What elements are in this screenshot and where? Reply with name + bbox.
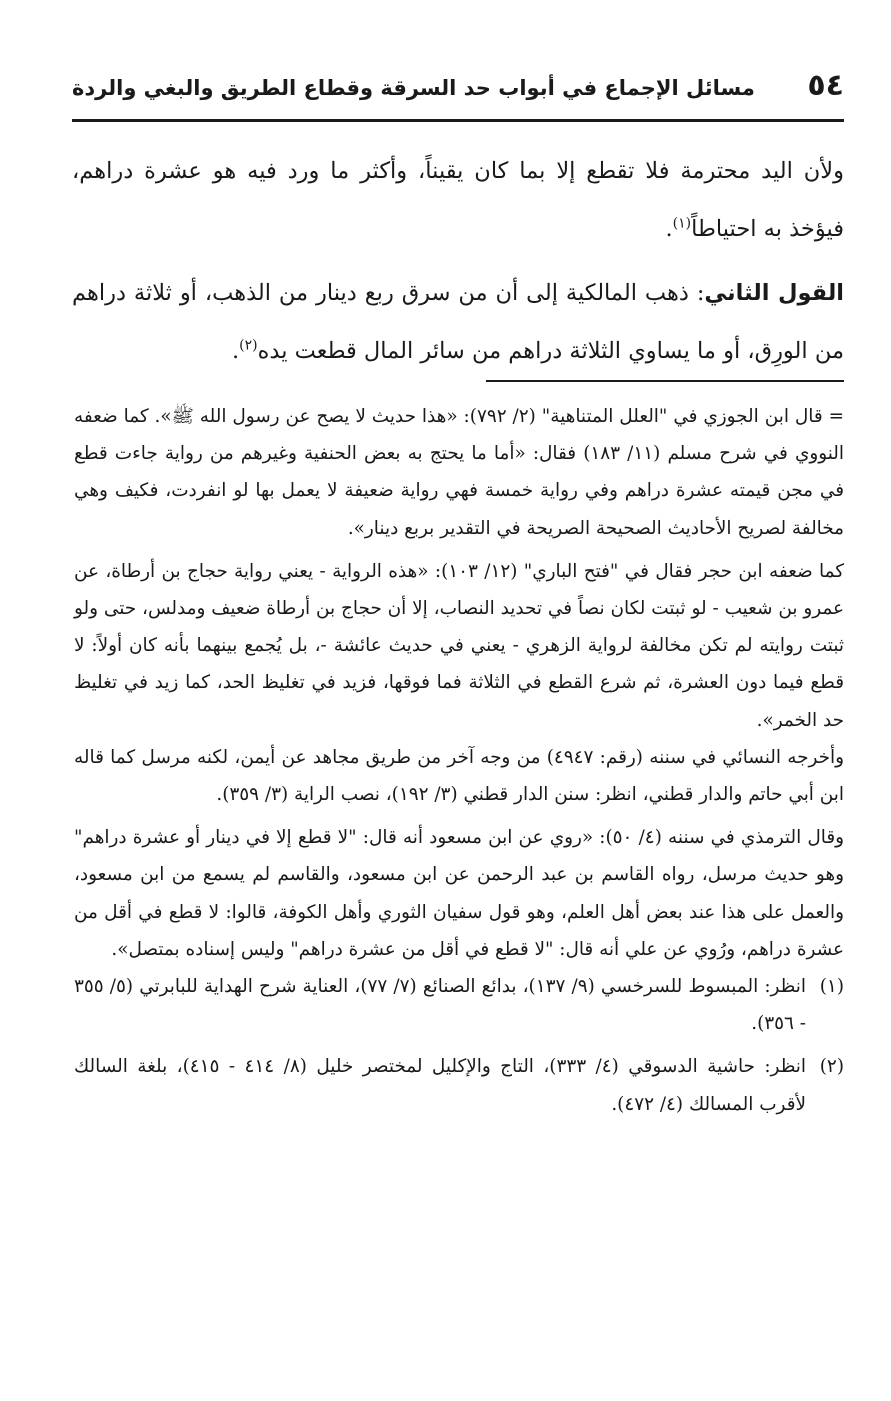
footnote-2-number: (٢)	[819, 1056, 844, 1078]
footnote-continuation-2: كما ضعفه ابن حجر فقال في "فتح الباري" (١٢/ ١٠٣): «هذه الرواية - يعني رواية حجاج بن أرطاة، عن عمرو بن شعيب - لو ثبتت لكان نصاً في تحديد النصاب، إلا أن حجاج بن أرطاة ضعيف ومدلس، حتى ولو ثبتت روايته لم تكن مخالفة لرواية الزهري - يعني في حديث عائشة -، بل يُجمع بينهما بأنه كان أولاً: لا قطع فيما دون العشرة، ثم شرع القطع في الثلاثة فما فوقها، فزيد في تغليظ الحد، كما زيد في تغليظ حد الخمر».	[74, 560, 844, 731]
page-number: ٥٤	[807, 68, 844, 103]
footnote-1	[74, 968, 844, 1042]
main-paragraph-2-end: .	[231, 338, 240, 364]
page-header	[72, 66, 844, 110]
main-text	[72, 142, 844, 380]
footnote-2-text: انظر: حاشية الدسوقي (٤/ ٣٣٣)، التاج والإكليل لمختصر خليل (٨/ ٤١٤ - ٤١٥)، بلغة السالك لأقرب المسالك (٤/ ٤٧٢).	[74, 1056, 807, 1115]
header-rule	[72, 119, 844, 122]
footnote-continuation-1: = قال ابن الجوزي في "العلل المتناهية" (٢/ ٧٩٢): «هذا حديث لا يصح عن رسول الله ﷺ». كما ضعفه النووي في شرح مسلم (١١/ ١٨٣) فقال: «أما ما يحتج به بعض الحنفية وغيرهم من رواية جاءت قطع في مجن قيمته عشرة دراهم وفي رواية خمسة فهي رواية ضعيفة لا يعمل بها لو انفردت، فكيف وهي مخالفة لصريح الأحاديث الصحيحة الصريحة في التقدير بربع دينار».	[74, 406, 844, 539]
footnote-ref-2: (٢)	[239, 337, 258, 354]
opinion-heading: القول الثاني	[704, 280, 844, 306]
main-paragraph-1-text: ولأن اليد محترمة فلا تقطع إلا بما كان يقيناً، وأكثر ما ورد فيه هو عشرة دراهم، فيؤخذ به احتياطاً	[72, 158, 844, 242]
main-paragraph-2	[72, 264, 844, 380]
running-title: مسائل الإجماع في أبواب حد السرقة وقطاع الطريق والبغي والردة	[72, 76, 755, 100]
footnote-separator	[486, 380, 844, 382]
footnote-ref-1: (١)	[672, 215, 692, 232]
footnotes	[74, 398, 844, 1123]
footnote-1-text: انظر: المبسوط للسرخسي (٩/ ١٣٧)، بدائع الصنائع (٧/ ٧٧)، العناية شرح الهداية للبابرتي (٥/ ٣٥٥ - ٣٥٦).	[74, 976, 807, 1035]
footnote-1-number: (١)	[819, 976, 844, 998]
footnote-continuation-3: وأخرجه النسائي في سننه (رقم: ٤٩٤٧) من وجه آخر من طريق مجاهد عن أيمن، لكنه مرسل كما قاله ابن أبي حاتم والدار قطني، انظر: سنن الدار قطني (٣/ ١٩٢)، نصب الراية (٣/ ٣٥٩).	[74, 746, 844, 806]
main-paragraph-2-text: : ذهب المالكية إلى أن من سرق ربع دينار من الذهب، أو ثلاثة دراهم من الورِق، أو ما يساوي الثلاثة دراهم من سائر المال قطعت يده	[72, 280, 844, 364]
footnote-continuation-4: وقال الترمذي في سننه (٤/ ٥٠): «روي عن ابن مسعود أنه قال: "لا قطع إلا في دينار أو عشرة دراهم" وهو حديث مرسل، رواه القاسم بن عبد الرحمن عن ابن مسعود، والقاسم لم يسمع من ابن مسعود، والعمل على هذا عند بعض أهل العلم، وهو قول سفيان الثوري وأهل الكوفة، قالوا: لا قطع في أقل من عشرة دراهم، ورُوي عن علي أنه قال: "لا قطع في أقل من عشرة دراهم" وليس إسناده بمتصل».	[74, 827, 844, 960]
footnote-2	[74, 1048, 844, 1122]
main-paragraph-1: ولأن اليد محترمة فلا تقطع إلا بما كان يقيناً، وأكثر ما ورد فيه هو عشرة دراهم، فيؤخذ به احتياطاً$^{(١)}$.	[72, 158, 844, 242]
